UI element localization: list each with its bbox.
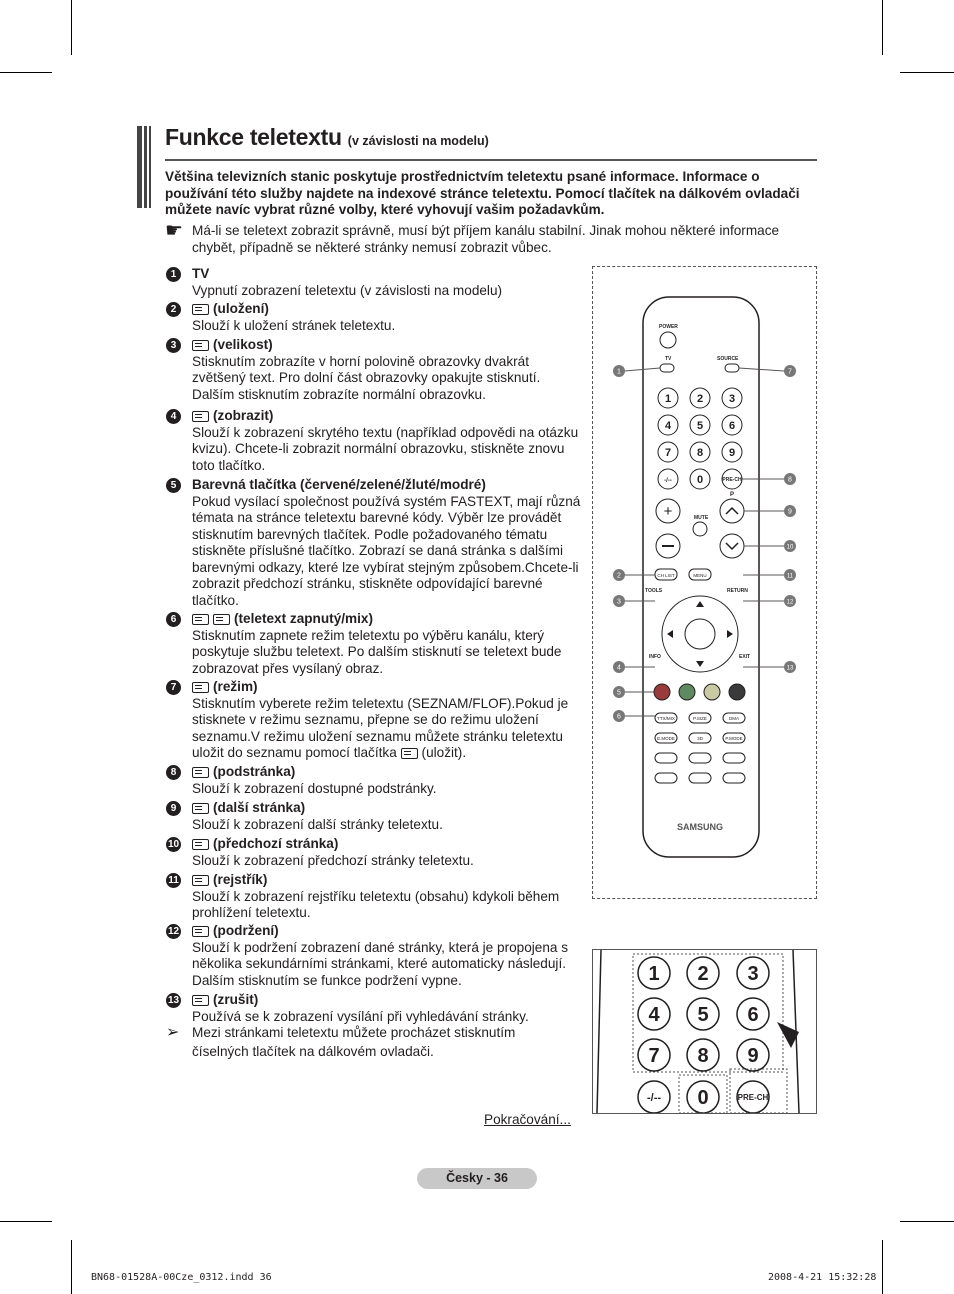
teletext-mix-icon — [213, 614, 230, 625]
digit-label: 8 — [696, 447, 704, 459]
callout-label: 7 — [788, 368, 792, 376]
teletext-on-icon — [192, 614, 209, 625]
zoom-digit-label: 0 — [697, 1087, 709, 1109]
crop-mark — [71, 0, 72, 55]
item-7: (režim) Stisknutím vyberete režim teletextu (SEZNAM/FLOF).Pokud je stisknete v režimu seznamu, přepne se do režimu uložení seznamu.V režimu uložení seznamu můžete stránku teletextu uložit do seznamu pomocí tlačítka (uložit). — [192, 679, 569, 760]
zoom-digit-label: 5 — [697, 1004, 709, 1026]
item-9: (další stránka) Slouží k zobrazení další stránky teletextu. — [192, 800, 443, 832]
return-label: RETURN — [727, 588, 748, 594]
zoom-digit-label: 6 — [747, 1004, 759, 1026]
callout-label: 13 — [786, 665, 794, 672]
power-label: POWER — [659, 324, 678, 330]
continued-link[interactable]: Pokračování... — [484, 1112, 571, 1127]
item-6: (teletext zapnutý/mix) Stisknutím zapnete režim teletextu po výběru kanálu, který poskytuje službu teletext. Po dalším stisknutí se teletext bude zobrazovat přes vysílaný obraz. — [192, 611, 562, 676]
digit-label: 2 — [696, 393, 704, 405]
teletext-size-icon — [192, 340, 209, 351]
ch-list-label: CH LIST — [657, 573, 675, 578]
item-number-4: 4 — [166, 409, 181, 424]
keypad-zoom-svg — [593, 950, 816, 1113]
item-13: (zrušit) Používá se k zobrazení vysílání při vyhledávání stránky. — [192, 992, 529, 1024]
dma-label: DMA — [729, 716, 739, 721]
zoom-digit-label: 1 — [648, 963, 660, 985]
crop-mark — [0, 1221, 52, 1222]
item-number-13: 13 — [167, 995, 180, 1006]
intro-paragraph: Většina televizních stanic poskytuje prostřednictvím teletextu psané informace. Informace o používání této služby najdete na indexové stránce teletextu. Pomocí tlačítek na dálkovém ovladači můžete navíc vybrat různé volby, které vyhovují vašim požadavkům. — [165, 169, 800, 217]
title-rule — [165, 159, 817, 161]
source-label: SOURCE — [717, 356, 739, 362]
callout-label: 9 — [788, 508, 792, 516]
teletext-hold-icon — [192, 926, 209, 937]
zoom-digit-label: 4 — [648, 1004, 660, 1026]
zoom-digit-label: 3 — [747, 963, 759, 985]
p-mode-label: P.MODE — [725, 736, 743, 741]
remote-control-svg — [593, 267, 816, 898]
keypad-zoom-illustration — [592, 949, 817, 1114]
note-paragraph: Má-li se teletext zobrazit správně, musí být příjem kanálu stabilní. Jinak mohou některé informace chybět, případně se některé stránky nemusí zobrazit vůbec. — [192, 223, 780, 255]
zoom-digit-label: 8 — [697, 1045, 709, 1067]
teletext-store-icon — [192, 304, 209, 315]
item-2: (uložení) Slouží k uložení stránek teletextu. — [192, 301, 396, 333]
digit-label: 5 — [696, 420, 704, 432]
tip-paragraph: Mezi stránkami teletextu můžete procházet stisknutím číselných tlačítek na dálkovém ovladači. — [192, 1025, 516, 1059]
callout-label: 3 — [617, 598, 621, 606]
item-number-2: 2 — [166, 302, 181, 317]
item-4: (zobrazit) Slouží k zobrazení skrytého textu (například odpovědi na otázku kvizu). Chcete-li zobrazit normální obrazovku, stiskněte znovu toto tlačítko. — [192, 408, 579, 473]
digit-label: 6 — [728, 420, 736, 432]
digit-label: 7 — [664, 447, 672, 459]
teletext-previous-page-icon — [192, 839, 209, 850]
item-number-9: 9 — [166, 801, 181, 816]
page-number-badge: Česky - 36 — [417, 1168, 537, 1189]
item-12: (podržení) Slouží k podržení zobrazení dané stránky, která je propojena s několika sekundárními stránkami, které automaticky následují. Dalším stisknutím se funkce podržení vypne. — [192, 923, 569, 988]
item-1: TV Vypnutí zobrazení teletextu (v závislosti na modelu) — [192, 266, 503, 298]
callout-label: 5 — [617, 689, 621, 697]
mute-label: MUTE — [694, 515, 709, 521]
red-button[interactable] — [654, 684, 670, 700]
menu-label: MENU — [693, 573, 707, 578]
item-8: (podstránka) Slouží k zobrazení dostupné podstránky. — [192, 764, 437, 796]
teletext-subpage-icon — [192, 767, 209, 778]
callout-label: 10 — [786, 544, 794, 551]
p-label: P — [730, 492, 735, 498]
title-bars-decoration — [137, 126, 151, 208]
item-11: (rejstřík) Slouží k zobrazení rejstříku teletextu (obsahu) kdykoli během prohlížení teletextu. — [192, 872, 560, 920]
ttx-mix-label: TTX/MIX — [657, 716, 675, 721]
footer-file-info: BN68-01528A-00Cze_0312.indd 36 — [91, 1272, 272, 1283]
digit-label: 1 — [664, 393, 672, 405]
zoom-digit-label: 2 — [697, 963, 709, 985]
digit-label: PRE-CH — [722, 477, 742, 483]
callout-label: 12 — [786, 599, 794, 606]
item-3: (velikost) Stisknutím zobrazíte v horní polovině obrazovky dvakrát zvětšený text. Pro dolní část obrazovky opakujte stisknutí. Dalším stisknutím zobrazíte normální obrazovku. — [192, 337, 541, 402]
teletext-index-icon — [192, 875, 209, 886]
crop-mark — [900, 72, 954, 73]
zoom-digit-label: -/-- — [646, 1092, 662, 1104]
digit-label: 4 — [664, 420, 672, 432]
teletext-reveal-icon — [192, 411, 209, 422]
item-number-10: 10 — [167, 839, 180, 850]
crop-mark — [71, 1240, 72, 1294]
callout-label: 11 — [786, 573, 794, 580]
digit-label: -/-- — [664, 478, 672, 484]
digit-label: 0 — [696, 474, 704, 486]
page-subtitle: (v závislosti na modelu) — [347, 134, 489, 148]
item-number-7: 7 — [166, 680, 181, 695]
yellow-button[interactable] — [704, 684, 720, 700]
exit-label: EXIT — [739, 654, 751, 660]
callout-label: 4 — [617, 664, 621, 672]
crop-mark — [0, 72, 52, 73]
tv-label: TV — [665, 356, 672, 362]
info-label: INFO — [649, 654, 661, 660]
zoom-digit-label: 7 — [648, 1045, 660, 1067]
item-number-11: 11 — [166, 873, 181, 888]
item-number-8: 8 — [166, 765, 181, 780]
blue-button[interactable] — [729, 684, 745, 700]
zoom-digit-label: PRE-CH — [737, 1093, 769, 1102]
item-number-5: 5 — [166, 478, 181, 493]
plus-icon: + — [663, 503, 673, 520]
callout-label: 8 — [788, 476, 792, 484]
crop-mark — [882, 1240, 883, 1294]
item-10: (předchozí stránka) Slouží k zobrazení předchozí stránky teletextu. — [192, 836, 474, 868]
item-number-12: 12 — [167, 926, 180, 937]
crop-mark — [882, 0, 883, 55]
footer-date: 2008-4-21 15:32:28 — [768, 1272, 877, 1283]
digit-label: 3 — [728, 393, 736, 405]
pointing-hand-icon: ☛ — [165, 220, 183, 242]
remote-control-illustration — [592, 266, 817, 899]
teletext-next-page-icon — [192, 803, 209, 814]
teletext-cancel-icon — [192, 995, 209, 1006]
p-size-label: P.SIZE — [693, 716, 707, 721]
item-number-1: 1 — [166, 267, 181, 282]
callout-label: 1 — [617, 368, 621, 376]
item-number-6: 6 — [166, 612, 181, 627]
tools-label: TOOLS — [645, 588, 663, 594]
teletext-store-icon — [401, 748, 418, 759]
3d-label: 3D — [697, 736, 703, 741]
e-mode-label: E.MODE — [657, 736, 675, 741]
samsung-logo: SAMSUNG — [676, 822, 724, 832]
page-title: Funkce teletextu (v závislosti na modelu) — [165, 124, 489, 150]
item-number-3: 3 — [166, 338, 181, 353]
crop-mark — [900, 1221, 954, 1222]
zoom-digit-label: 9 — [747, 1045, 759, 1067]
digit-label: 9 — [728, 447, 736, 459]
callout-label: 2 — [617, 572, 621, 580]
tip-arrow-icon: ➢ — [166, 1024, 180, 1041]
teletext-mode-icon — [192, 682, 209, 693]
callout-label: 6 — [617, 713, 621, 721]
item-5: Barevná tlačítka (červené/zelené/žluté/modré) Pokud vysílací společnost používá systém FASTEXT, mají různá témata na stránce teletextu barevné kódy. Výběr lze provádět stisknutím barevných tlačítek. Podle požadovaného tématu stiskněte příslušné tlačítko. Zobrazí se daná stránka s dalšími barevnými odkazy, které lze vybírat stejným způsobem.Chcete-li zobrazit předchozí stránku, stiskněte odpovídající barevné tlačítko. — [192, 477, 581, 608]
green-button[interactable] — [679, 684, 695, 700]
